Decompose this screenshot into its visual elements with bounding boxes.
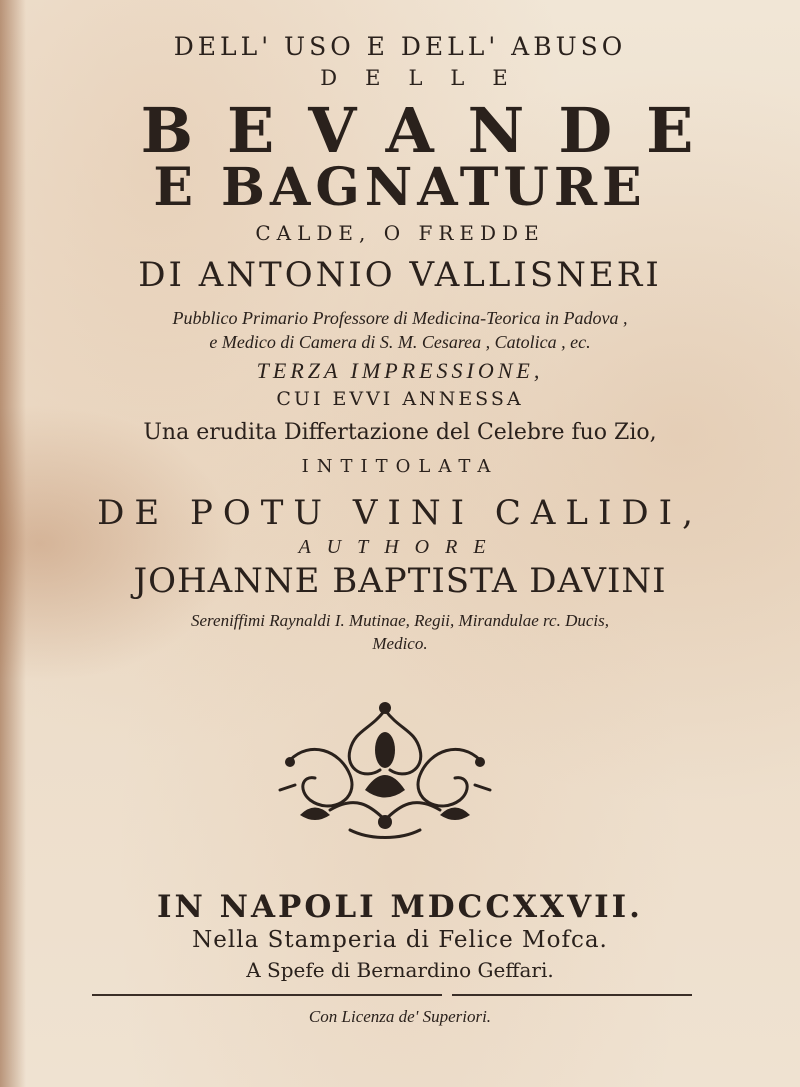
author-line: DI ANTONIO VALLISNERI <box>138 255 662 295</box>
main-title-bagnature: E BAGNATURE <box>153 157 647 218</box>
second-author-line: JOHANNE BAPTISTA DAVINI <box>133 561 667 601</box>
divider-rule-left <box>92 994 442 996</box>
subtitle-calde-fredde: CALDE, O FREDDE <box>255 221 545 245</box>
intitolata-line: INTITOLATA <box>301 456 499 477</box>
imprint-printer: Nella Stamperia di Felice Mofca. <box>192 927 608 953</box>
title-line-2: DELLE <box>320 66 536 90</box>
license-line: Con Licenza de' Superiori. <box>308 1007 492 1026</box>
imprint-city-date: IN NAPOLI MDCCXXVII. <box>157 889 643 925</box>
main-title-bevande: BEVANDE <box>140 94 728 167</box>
author-title-2: e Medico di Camera di S. M. Cesarea , Catolica , ec. <box>209 332 591 352</box>
dissertation-title: DE POTU VINI CALIDI, <box>97 493 703 533</box>
title-line-1: DELL' USO E DELL' ABUSO <box>173 32 627 61</box>
divider-rule-right <box>452 994 692 996</box>
second-author-title-1: Sereniffimi Raynaldi I. Mutinae, Regii, Mirandulae rc. Ducis, <box>191 611 609 630</box>
second-author-title-2: Medico. <box>372 634 428 653</box>
edition-line: TERZA IMPRESSIONE, <box>256 358 544 383</box>
author-title-1: Pubblico Primario Professore di Medicina-Teorica in Padova , <box>172 308 628 328</box>
annex-line: CUI EVVI ANNESSA <box>276 388 524 410</box>
dissertation-line: Una erudita Differtazione del Celebre fuo Zio, <box>143 420 657 445</box>
floral-ornament-icon <box>270 690 500 850</box>
imprint-publisher: A Spefe di Bernardino Geffari. <box>246 958 554 982</box>
authore-line: AUTHORE <box>298 536 502 558</box>
